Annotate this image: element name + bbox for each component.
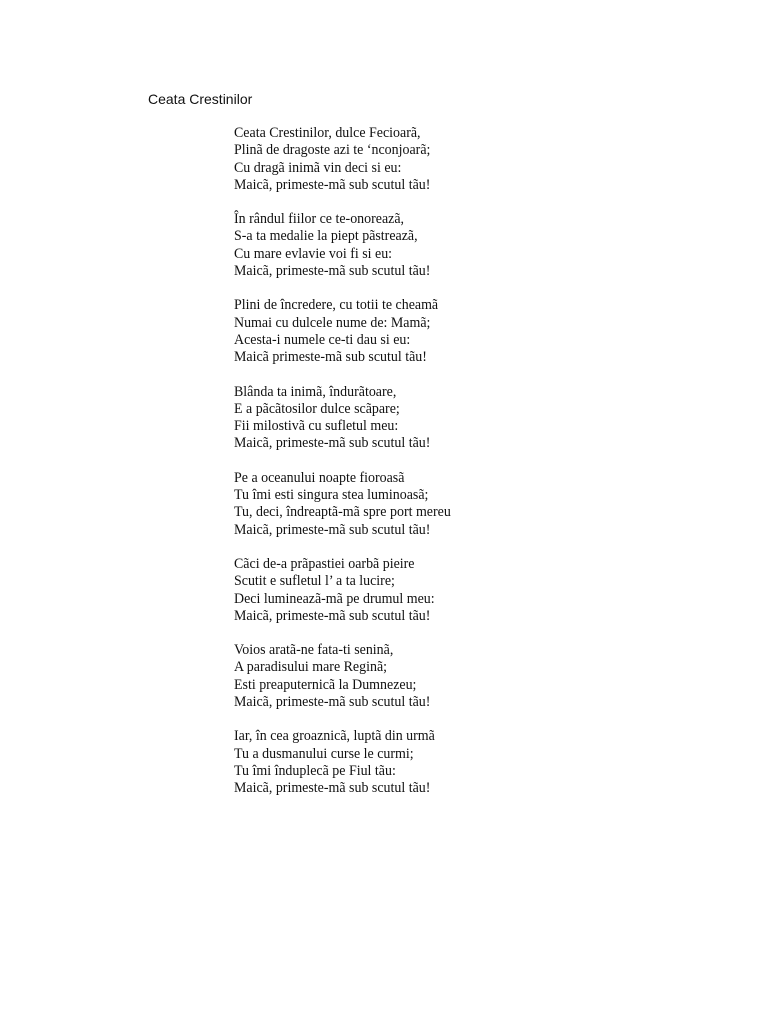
stanza <box>234 556 467 625</box>
stanza <box>234 642 467 711</box>
poem-line: Voios aratã-ne fata-ti seninã, <box>234 642 394 659</box>
poem-line: E a pãcãtosilor dulce scãpare; <box>234 400 400 417</box>
poem-line: Maicã, primeste-mã sub scutul tãu! <box>234 694 431 711</box>
poem-line: Iar, în cea groaznicã, luptã din urmã <box>234 728 435 745</box>
stanza <box>234 297 467 366</box>
stanza <box>234 211 467 280</box>
poem-line: Tu îmi esti singura stea luminoasã; <box>234 487 429 504</box>
stanza <box>234 125 467 194</box>
poem-line: Esti preaputernicã la Dumnezeu; <box>234 676 417 693</box>
poem-line: Maicã, primeste-mã sub scutul tãu! <box>234 607 431 624</box>
stanza <box>234 384 467 453</box>
poem-line: Maicã primeste-mã sub scutul tãu! <box>234 349 427 366</box>
poem-line: A paradisului mare Reginã; <box>234 659 388 676</box>
poem-line: Fii milostivã cu sufletul meu: <box>234 418 399 435</box>
stanza <box>234 470 467 539</box>
poem <box>234 125 467 815</box>
poem-line: Plinã de dragoste azi te ‘nconjoarã; <box>234 142 431 159</box>
stanza <box>234 728 467 797</box>
poem-line: Tu îmi înduplecã pe Fiul tãu: <box>234 762 396 779</box>
poem-line: Cãci de-a prãpastiei oarbã pieire <box>234 555 415 572</box>
poem-line: Scutit e sufletul l’ a ta lucire; <box>234 573 395 590</box>
poem-line: Ceata Crestinilor, dulce Fecioarã, <box>234 125 421 141</box>
poem-line: S-a ta medalie la piept pãstreazã, <box>234 228 418 245</box>
poem-line: Numai cu dulcele nume de: Mamã; <box>234 314 431 331</box>
poem-line: Plini de încredere, cu totii te cheamã <box>234 297 439 314</box>
poem-line: Cu dragã inimã vin deci si eu: <box>234 159 402 176</box>
poem-line: Maicã, primeste-mã sub scutul tãu! <box>234 435 431 452</box>
poem-line: Tu a dusmanului curse le curmi; <box>234 745 414 762</box>
poem-line: Tu, deci, îndreaptã-mã spre port mereu <box>234 504 451 521</box>
document-title: Ceata Crestinilor <box>148 91 253 107</box>
poem-line: Pe a oceanului noapte fioroasã <box>234 469 405 486</box>
poem-line: Maicã, primeste-mã sub scutul tãu! <box>234 521 431 538</box>
poem-line: Acesta-i numele ce-ti dau si eu: <box>234 331 411 348</box>
poem-line: În rândul fiilor ce te-onoreazã, <box>234 211 405 228</box>
poem-line: Blânda ta inimã, îndurãtoare, <box>234 383 397 400</box>
poem-line: Maicã, primeste-mã sub scutul tãu! <box>234 176 431 193</box>
poem-line: Deci lumineazã-mã pe drumul meu: <box>234 590 435 607</box>
poem-line: Cu mare evlavie voi fi si eu: <box>234 245 393 262</box>
poem-line: Maicã, primeste-mã sub scutul tãu! <box>234 263 431 280</box>
poem-line: Maicã, primeste-mã sub scutul tãu! <box>234 780 431 797</box>
